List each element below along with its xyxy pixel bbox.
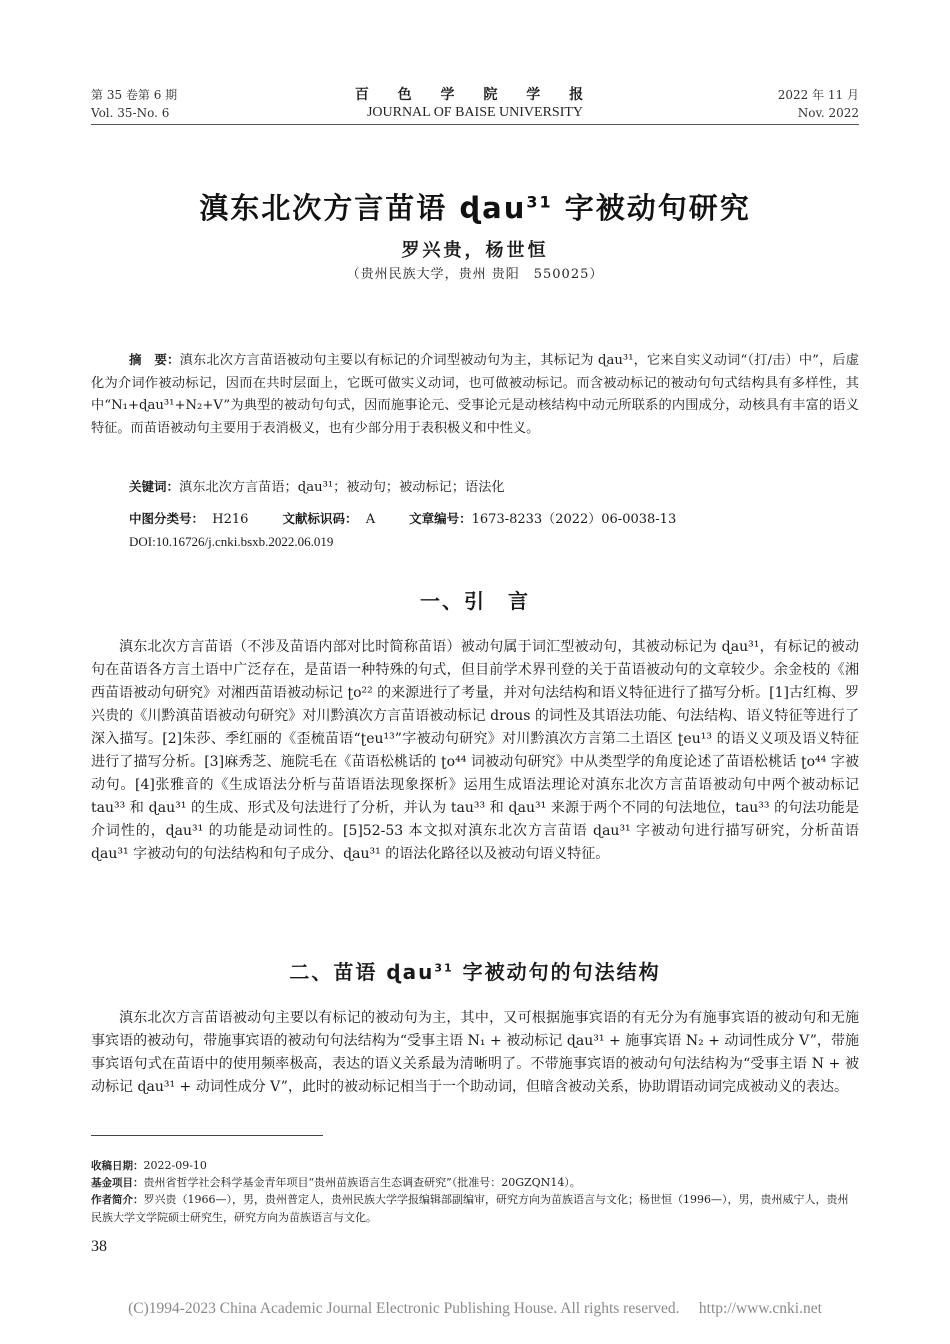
doc-code-label: 文献标识码： [282, 511, 358, 526]
journal-name-cn: 百 色 学 院 学 报 [354, 87, 596, 103]
affiliation: （贵州民族大学，贵州 贵阳 550025） [346, 267, 604, 282]
section-2-paragraph: 滇东北次方言苗语被动句主要以有标记的被动句为主，其中，又可根据施事宾语的有无分为有施事宾语的被动句和无施事宾语的被动句，带施事宾语的被动句句法结构为“受事主语 N₁ + 被动标记 ɖau³¹ + 施事宾语 N₂ + 动词性成分 V”，带施事宾语句式在苗语中的使用频率极高，表达的语义关系最为清晰明了。不带施事宾语的被动句句法结构为“受事主语 N + 被动标记 ɖau³¹ + 动词性成分 V”，此时的被动标记相当于一个助动词，但暗含被动关系，协助谓语动词完成被动义的表达。 [91, 1010, 859, 1095]
journal-name-en: JOURNAL OF BAISE UNIVERSITY [366, 105, 584, 120]
header-date-cn: 2022 年 11 月 [777, 88, 859, 102]
copyright-watermark: (C)1994-2023 China Academic Journal Electronic Publishing House. All rights reserved. http://www.cnki.net [128, 1300, 822, 1317]
clc-label: 中图分类号： [129, 511, 205, 526]
clc-value: H216 [212, 512, 249, 527]
footnote-rule [91, 1135, 323, 1136]
footnote-author [91, 1191, 859, 1226]
classification-line [129, 508, 859, 527]
section-2-heading [0, 956, 950, 985]
title-superscript: 31 [526, 192, 553, 212]
section-1-heading: 一、引 言 [420, 589, 530, 613]
header-date-en: Nov. 2022 [797, 106, 859, 120]
header-date [778, 86, 859, 122]
fund-text: 贵州省哲学社会科学基金青年项目“贵州苗族语言生态调查研究”（批准号：20GZQN14）。 [143, 1176, 581, 1189]
author-text: 罗兴贵（1966—），男，贵州普定人，贵州民族大学学报编辑部副编审，研究方向为苗族语言与文化；杨世恒（1996—），男，贵州威宁人，贵州民族大学文学院硕士研究生，研究方向为苗族语言与文化。 [91, 1193, 849, 1224]
section-2-heading-tail: 字被动句的句法结构 [453, 960, 661, 984]
author-label: 作者简介： [91, 1194, 144, 1206]
section-2-heading-superscript: 31 [434, 961, 454, 975]
footnote-received [91, 1157, 859, 1175]
section-2-heading-main: 二、苗语 ɖau [289, 960, 435, 984]
keywords [129, 476, 859, 495]
abstract-text: 滇东北次方言苗语被动句主要以有标记的介词型被动句为主，其标记为 ɖau³¹，它来自实义动词“（打/击）中”，后虚化为介词作被动标记，因而在共时层面上，它既可做实义动词，也可做被动标记。而含被动标记的被动句句式结构具有多样性，其中“N₁+ɖau³¹+N₂+V”为典型的被动句句式，因而施事论元、受事论元是动核结构中动元所联系的内围成分，动核具有丰富的语义特征。而苗语被动句主要用于表消极义，也有少部分用于表积极义和中性义。 [91, 353, 859, 436]
footnote-fund [91, 1174, 859, 1192]
article-title [0, 186, 950, 227]
title-tail: 字被动句研究 [552, 191, 751, 225]
abstract [91, 349, 859, 440]
header-rule [91, 124, 859, 125]
doi: DOI:10.16726/j.cnki.bsxb.2022.06.019 [129, 534, 334, 549]
received-date: 2022-09-10 [143, 1159, 207, 1172]
fund-label: 基金项目： [91, 1177, 144, 1189]
page-number: 38 [91, 1238, 107, 1255]
header-volume-en: Vol. 35-No. 6 [91, 106, 170, 120]
title-main: 滇东北次方言苗语 ɖau [199, 191, 527, 225]
keywords-label: 关键词： [129, 479, 180, 494]
article-number-label: 文章编号： [409, 511, 472, 526]
received-label: 收稿日期： [91, 1160, 144, 1172]
article-number-value: 1673-8233（2022）06-0038-13 [471, 512, 677, 527]
authors: 罗兴贵，杨世恒 [401, 240, 549, 261]
doc-code-value: A [365, 512, 376, 527]
section-1-paragraph: 滇东北次方言苗语（不涉及苗语内部对比时简称苗语）被动句属于词汇型被动句，其被动标记为 ɖau³¹，有标记的被动句在苗语各方言土语中广泛存在，是苗语一种特殊的句式，但目前学术界刊登的关于苗语被动句的文章较少。余金枝的《湘西苗语被动句研究》对湘西苗语被动标记 ʈo²² 的来源进行了考量，并对句法结构和语义特征进行了描写分析。[1]古红梅、罗兴贵的《川黔滇苗语被动句研究》对川黔滇次方言苗语被动标记 drous 的词性及其语法功能、句法结构、语义特征等进行了深入描写。[2]朱莎、季红丽的《歪梳苗语“ʈeu¹³”字被动句研究》对川黔滇次方言第二土语区 ʈeu¹³ 的语义义项及语义特征进行了描写分析。[3]麻秀芝、施院毛在《苗语松桃话的 ʈo⁴⁴ 词被动句研究》中从类型学的角度论述了苗语松桃话 ʈo⁴⁴ 字被动句。[4]张雅音的《生成语法分析与苗语语法现象探析》运用生成语法理论对滇东北次方言苗语被动句中两个被动标记 tau³³ 和 ɖau³¹ 的生成、形式及句法进行了分析，并认为 tau³³ 和 ɖau³¹ 来源于两个不同的句法地位，tau³³ 的句法功能是介词性的，ɖau³¹ 的功能是动词性的。[5]52-53 本文拟对滇东北次方言苗语 ɖau³¹ 字被动句进行描写研究，分析苗语 ɖau³¹ 字被动句的句法结构和句子成分、ɖau³¹ 的语法化路径以及被动句语义特征。 [91, 639, 860, 862]
keywords-text: 滇东北次方言苗语；ɖau³¹；被动句；被动标记；语法化 [179, 480, 505, 495]
abstract-label: 摘 要： [129, 352, 180, 367]
header-volume-cn: 第 35 卷第 6 期 [91, 88, 178, 102]
